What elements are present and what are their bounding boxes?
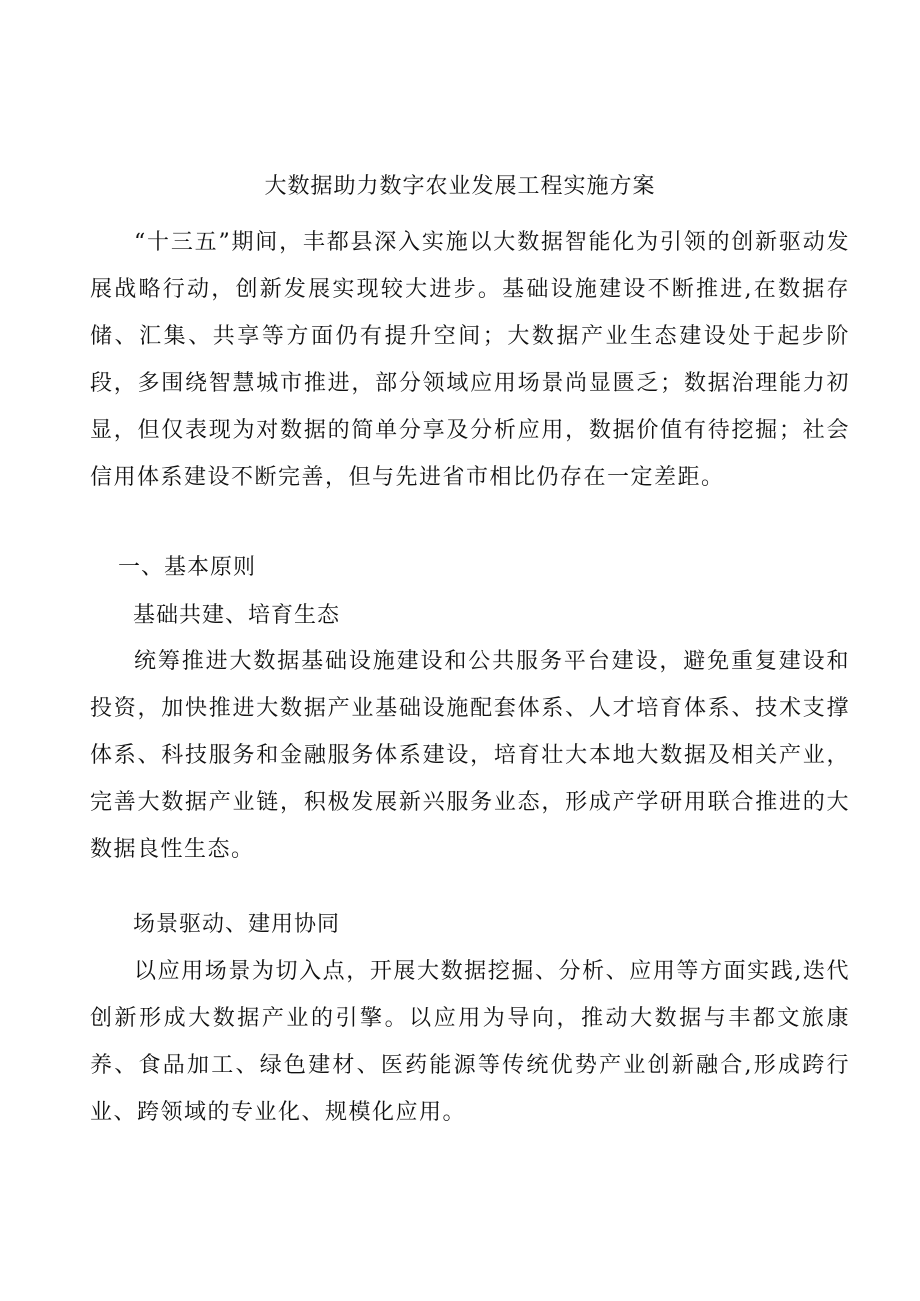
document-title: 大数据助力数字农业发展工程实施方案 [264,174,656,199]
section-heading-basic-principles: 一、基本原则 [118,555,257,580]
principle-paragraph-infrastructure: 统筹推进大数据基础设施建设和公共服务平台建设，避免重复建设和投资，加快推进大数据产业基础设施配套体系、人才培育体系、技术支撑体系、科技服务和金融服务体系建设，培育壮大本地大数据及相关产业，完善大数据产业链，积极发展新兴服务业态，形成产学研用联合推进的大数据良性生态。 [90,649,850,862]
principle-heading-infrastructure: 基础共建、培育生态 [133,603,341,628]
intro-paragraph: “十三五”期间，丰都县深入实施以大数据智能化为引领的创新驱动发展战略行动，创新发展实现较大进步。基础设施建设不断推进,在数据存储、汇集、共享等方面仍有提升空间；大数据产业生态建设处于起步阶段，多围绕智慧城市推进，部分领域应用场景尚显匮乏；数据治理能力初显，但仅表现为对数据的简单分享及分析应用，数据价值有待挖掘；社会信用体系建设不断完善，但与先进省市相比仍存在一定差距。 [90,230,850,490]
principle-heading-scenarios: 场景驱动、建用协同 [133,912,341,937]
principle-paragraph-scenarios: 以应用场景为切入点，开展大数据挖掘、分析、应用等方面实践,迭代创新形成大数据产业的引擎。以应用为导向，推动大数据与丰都文旅康养、食品加工、绿色建材、医药能源等传统优势产业创新融合,形成跨行业、跨领域的专业化、规模化应用。 [90,959,850,1125]
